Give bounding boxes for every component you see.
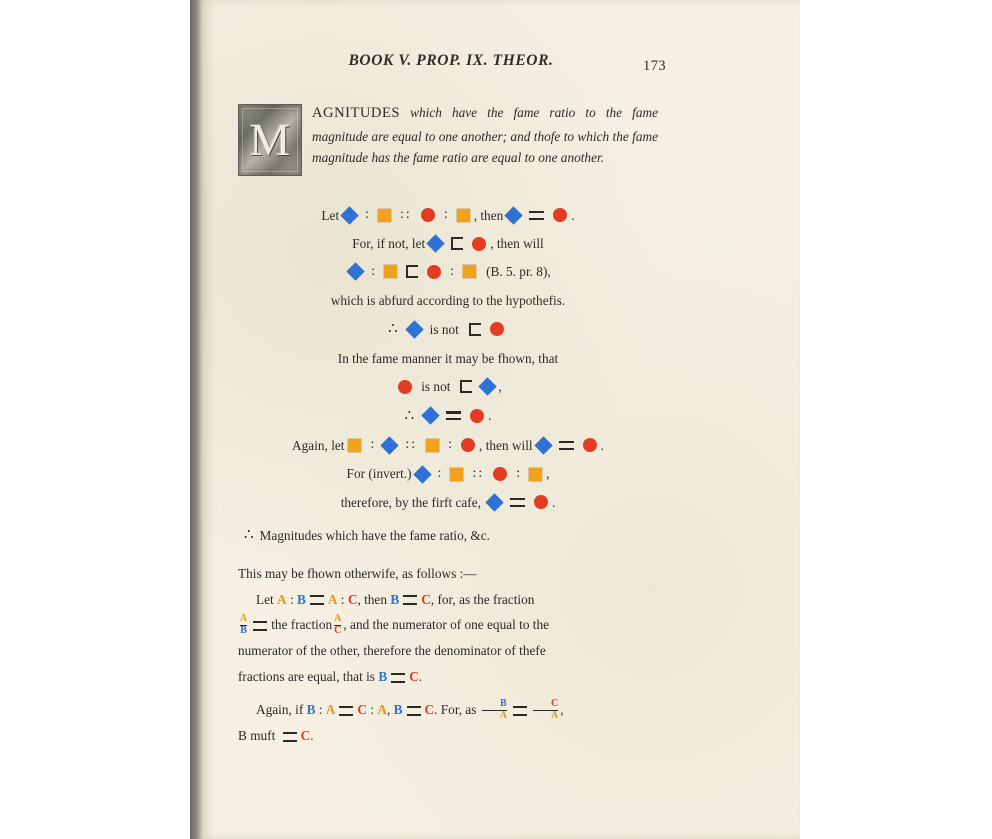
letter-A: A	[377, 702, 387, 718]
proof-line-8	[238, 402, 658, 431]
alg-for-as: , for, as the fraction	[430, 591, 535, 607]
proof-line-11-text: therefore, by the firft cafe,	[340, 494, 481, 510]
proof-line-2-lead: For, if not, let	[352, 235, 426, 251]
circle-glyph	[398, 380, 412, 394]
circle-glyph	[427, 265, 441, 279]
alg-then: , then	[357, 591, 391, 607]
equals-glyph	[446, 410, 461, 421]
alg-line-6	[238, 724, 658, 748]
colon-operator: :	[365, 207, 370, 222]
circle-glyph	[583, 438, 597, 452]
background-right	[800, 0, 992, 839]
letter-B: B	[297, 591, 306, 607]
proof-line-5	[238, 315, 658, 344]
proof-line-3	[238, 259, 658, 286]
running-head-title: BOOK V. PROP. IX. THEOR.	[348, 52, 554, 69]
alg-let: Let	[256, 591, 278, 607]
equals-glyph	[339, 706, 353, 716]
proof-line-4	[238, 287, 658, 313]
diamond-glyph	[413, 465, 431, 483]
alg-comma-2: ,	[560, 702, 564, 718]
letter-C: C	[300, 728, 311, 744]
alg-line-1	[238, 588, 658, 612]
fraction-numerator: B	[500, 698, 507, 710]
sep-colon: :	[367, 702, 378, 718]
letter-B: B	[393, 702, 403, 718]
fraction-C-over-A	[533, 699, 558, 721]
proof-line-5-isnot: is not	[429, 321, 459, 337]
square-glyph	[348, 439, 361, 452]
letter-C: C	[409, 668, 419, 684]
proof-line-10-lead: For (invert.)	[346, 466, 412, 482]
square-glyph	[450, 468, 463, 481]
alg-b-must: B muft	[238, 728, 279, 744]
alg-the-fraction: the fraction	[271, 617, 333, 633]
alg-period-2: .	[310, 728, 314, 744]
equals-glyph	[403, 595, 417, 605]
proof-line-1-lead: Let	[321, 207, 340, 223]
square-glyph	[384, 265, 397, 278]
equals-glyph	[391, 673, 405, 683]
circle-glyph	[553, 208, 567, 222]
colon-operator: :	[370, 437, 375, 453]
circle-glyph	[534, 495, 548, 509]
diamond-glyph	[485, 493, 503, 511]
proof-line-10	[238, 461, 658, 488]
sep-colon: :	[286, 591, 297, 607]
diamond-glyph	[381, 436, 399, 454]
alg-for-as-2: . For, as	[434, 702, 480, 718]
proof-line-1-period: .	[571, 207, 575, 223]
proof-line-9	[238, 432, 658, 459]
proof-body	[238, 202, 658, 550]
proof-line-12-text: Magnitudes which have the fame ratio, &c.	[259, 528, 490, 543]
diamond-glyph	[340, 206, 358, 224]
proportion-operator: ::	[405, 437, 418, 453]
algebraic-section	[238, 562, 658, 748]
fraction-A-over-B	[240, 614, 247, 636]
square-glyph	[463, 265, 476, 278]
proof-line-2	[238, 231, 658, 257]
intro-italic-text: which have the fame ratio to the fame magnitude are equal to one another; and thofe to which the fame magnitude has the fame ratio are equal to one another.	[312, 105, 658, 166]
square-glyph	[529, 468, 542, 481]
square-glyph	[378, 209, 391, 222]
greater-than-bracket-glyph	[469, 323, 481, 336]
equals-glyph	[253, 621, 267, 631]
page-number: 173	[643, 58, 666, 74]
letter-A: A	[327, 591, 338, 607]
colon-operator: :	[448, 437, 453, 453]
circle-glyph	[470, 409, 484, 423]
diamond-glyph	[479, 377, 497, 395]
proof-line-4-text: which is abfurd according to the hypothefis.	[330, 292, 566, 308]
proof-line-11	[238, 489, 658, 515]
intro-paragraph-block	[238, 102, 658, 186]
letter-C: C	[424, 702, 435, 718]
running-head	[238, 52, 666, 76]
colon-operator: :	[437, 465, 442, 481]
proportion-operator: ::	[400, 207, 412, 222]
alg-intro: This may be fhown otherwife, as follows :—	[238, 565, 477, 581]
proportion-operator: ::	[472, 465, 485, 481]
proof-line-10-period: ,	[546, 466, 550, 482]
circle-glyph	[461, 438, 475, 452]
fraction-numerator: C	[551, 698, 559, 710]
fraction-denominator: A	[533, 710, 558, 722]
letter-B: B	[378, 668, 388, 684]
circle-glyph	[490, 322, 504, 336]
letter-C: C	[357, 702, 368, 718]
diamond-glyph	[427, 234, 445, 252]
square-glyph	[426, 439, 439, 452]
therefore-symbol: ∴	[404, 407, 415, 424]
proof-line-12	[238, 521, 658, 550]
alg-line-4	[238, 665, 658, 689]
fraction-denominator: B	[240, 624, 247, 636]
fraction-denominator: C	[334, 624, 342, 636]
proof-line-3-reference: (B. 5. pr. 8),	[486, 264, 551, 280]
diamond-glyph	[505, 206, 523, 224]
sep-colon: :	[337, 591, 348, 607]
proof-line-9-lead: Again, let	[292, 437, 345, 453]
colon-operator: :	[443, 207, 448, 222]
equals-glyph	[407, 706, 421, 716]
fraction-B-over-A	[482, 699, 507, 721]
alg-numerator-text: , and the numerator of one equal to the	[343, 617, 550, 633]
proof-line-2-then: , then will	[490, 235, 544, 251]
alg-fractions-equal: fractions are equal, that is	[238, 668, 379, 684]
proof-line-1	[238, 202, 658, 229]
proof-line-6-text: In the fame manner it may be fhown, that	[337, 351, 559, 367]
proof-line-7	[238, 374, 658, 400]
book-edge-shadow	[190, 0, 202, 839]
dropcap-letter: M	[249, 114, 291, 165]
alg-line-5	[238, 698, 658, 722]
diamond-glyph	[534, 436, 552, 454]
proof-line-7-comma: ,	[498, 379, 502, 395]
proof-line-1-then: , then	[473, 207, 504, 223]
circle-glyph	[472, 237, 486, 251]
greater-than-bracket-glyph	[406, 265, 418, 278]
equals-glyph	[310, 595, 324, 605]
alg-line-2	[238, 613, 658, 637]
alg-again-if: Again, if	[256, 702, 307, 718]
equals-glyph	[529, 210, 544, 221]
decorated-dropcap	[238, 104, 302, 176]
sep-colon: :	[315, 702, 326, 718]
diamond-glyph	[421, 407, 439, 425]
fraction-numerator: A	[334, 613, 342, 625]
letter-C: C	[421, 591, 431, 607]
equals-glyph	[559, 440, 574, 451]
square-glyph	[457, 209, 470, 222]
proof-line-7-isnot: is not	[421, 379, 451, 395]
letter-B: B	[306, 702, 316, 718]
proof-line-8-period: .	[488, 408, 492, 424]
intro-lead-caps: AGNITUDES	[312, 105, 401, 121]
equals-glyph	[283, 732, 297, 742]
alg-line-3: numerator of the other, therefore the denominator of thefe	[238, 643, 546, 659]
equals-glyph	[510, 497, 525, 508]
colon-operator: :	[371, 263, 376, 279]
fraction-numerator: A	[240, 613, 248, 625]
letter-A: A	[325, 702, 336, 718]
colon-operator: :	[450, 263, 455, 279]
circle-glyph	[421, 208, 435, 222]
background-left	[0, 0, 190, 839]
alg-period: .	[418, 668, 423, 684]
equals-glyph	[513, 706, 527, 716]
fraction-denominator: A	[482, 710, 507, 722]
book-page	[202, 0, 800, 839]
page-content	[238, 52, 666, 750]
greater-than-bracket-glyph	[460, 380, 472, 393]
proof-line-6	[238, 346, 658, 372]
therefore-symbol: ∴	[244, 527, 254, 544]
diamond-glyph	[347, 263, 365, 281]
colon-operator: :	[516, 465, 521, 481]
letter-A: A	[277, 591, 287, 607]
proof-line-9-then: , then will	[479, 437, 533, 453]
proof-line-9-period: .	[600, 437, 604, 453]
diamond-glyph	[405, 320, 423, 338]
circle-glyph	[493, 467, 507, 481]
proof-line-11-period: .	[551, 494, 556, 510]
letter-C: C	[347, 591, 358, 607]
letter-B: B	[390, 591, 400, 607]
therefore-symbol: ∴	[388, 321, 398, 338]
greater-than-bracket-glyph	[451, 237, 463, 250]
alg-comma: ,	[386, 702, 394, 718]
fraction-A-over-C	[334, 614, 341, 636]
